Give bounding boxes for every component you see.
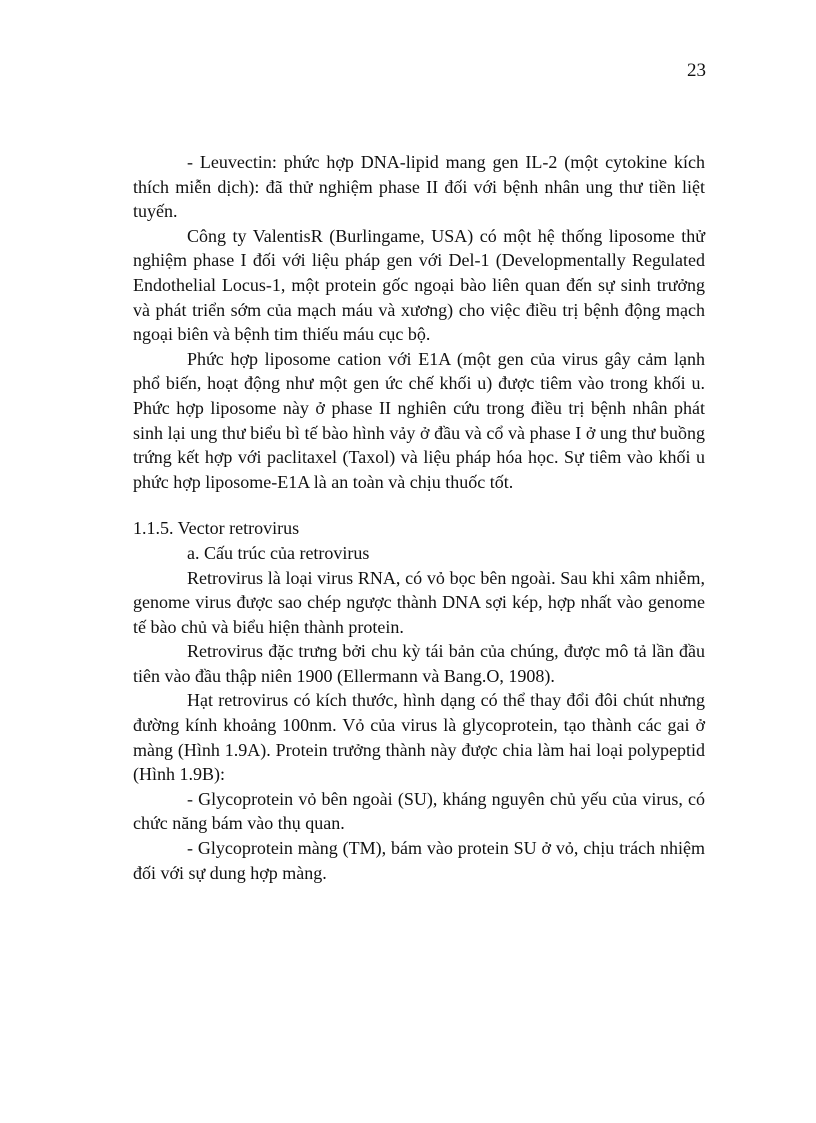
paragraph-retrovirus-replication: Retrovirus đặc trưng bởi chu kỳ tái bản của chúng, được mô tả lần đầu tiên vào đầu thập niên 1900 (Ellermann và Bang.O, 1908). [133,641,705,686]
paragraph-retrovirus-particle: Hạt retrovirus có kích thước, hình dạng có thể thay đổi đôi chút nhưng đường kính khoảng 100nm. Vỏ của virus là glycoprotein, tạo thành các gai ở màng (Hình 1.9A). Protein trưởng thành này được chia làm hai loại polypeptid (Hình 1.9B): [133,690,705,785]
paragraph-e1a-liposome: Phức hợp liposome cation với E1A (một gen của virus gây cảm lạnh phổ biến, hoạt động như một gen ức chế khối u) được tiêm vào trong khối u. Phức hợp liposome này ở phase II nghiên cứu trong điều trị bệnh nhân phát sinh lại ung thư biểu bì tế bào hình vảy ở đầu và cổ và phase I ở ung thư buồng trứng kết hợp với paclitaxel (Taxol) và liệu pháp hóa học. Sự tiêm vào khối u phức hợp liposome-E1A là an toàn và chịu thuốc tốt. [133,348,705,492]
paragraph-leuvectin: - Leuvectin: phức hợp DNA-lipid mang gen IL-2 (một cytokine kích thích miễn dịch): đã thử nghiệm phase II đối với bệnh nhân ung thư tiền liệt tuyến. [133,152,705,222]
page-number: 23 [687,60,706,81]
paragraph-retrovirus-definition: Retrovirus là loại virus RNA, có vỏ bọc bên ngoài. Sau khi xâm nhiễm, genome virus được sao chép ngược thành DNA sợi kép, hợp nhất vào genome tế bào chủ và biểu hiện thành protein. [133,567,705,637]
paragraph-valentis: Công ty ValentisR (Burlingame, USA) có một hệ thống liposome thử nghiệm phase I đối với liệu pháp gen với Del-1 (Developmentally Regulated Endothelial Locus-1, một protein gốc ngoại bào liên quan đến sự sinh trưởng và phát triển sớm của mạch máu và xương) cho việc điều trị bệnh động mạch ngoại biên và bệnh tim thiếu máu cục bộ. [133,225,705,345]
subsection-heading: a. Cấu trúc của retrovirus [187,542,370,563]
section-heading: 1.1.5. Vector retrovirus [133,518,300,539]
document-body [133,150,705,885]
paragraph-glycoprotein-tm: - Glycoprotein màng (TM), bám vào protein SU ở vỏ, chịu trách nhiệm đối với sự dung hợp màng. [133,838,705,883]
paragraph-glycoprotein-su: - Glycoprotein vỏ bên ngoài (SU), kháng nguyên chủ yếu của virus, có chức năng bám vào thụ quan. [133,788,705,834]
